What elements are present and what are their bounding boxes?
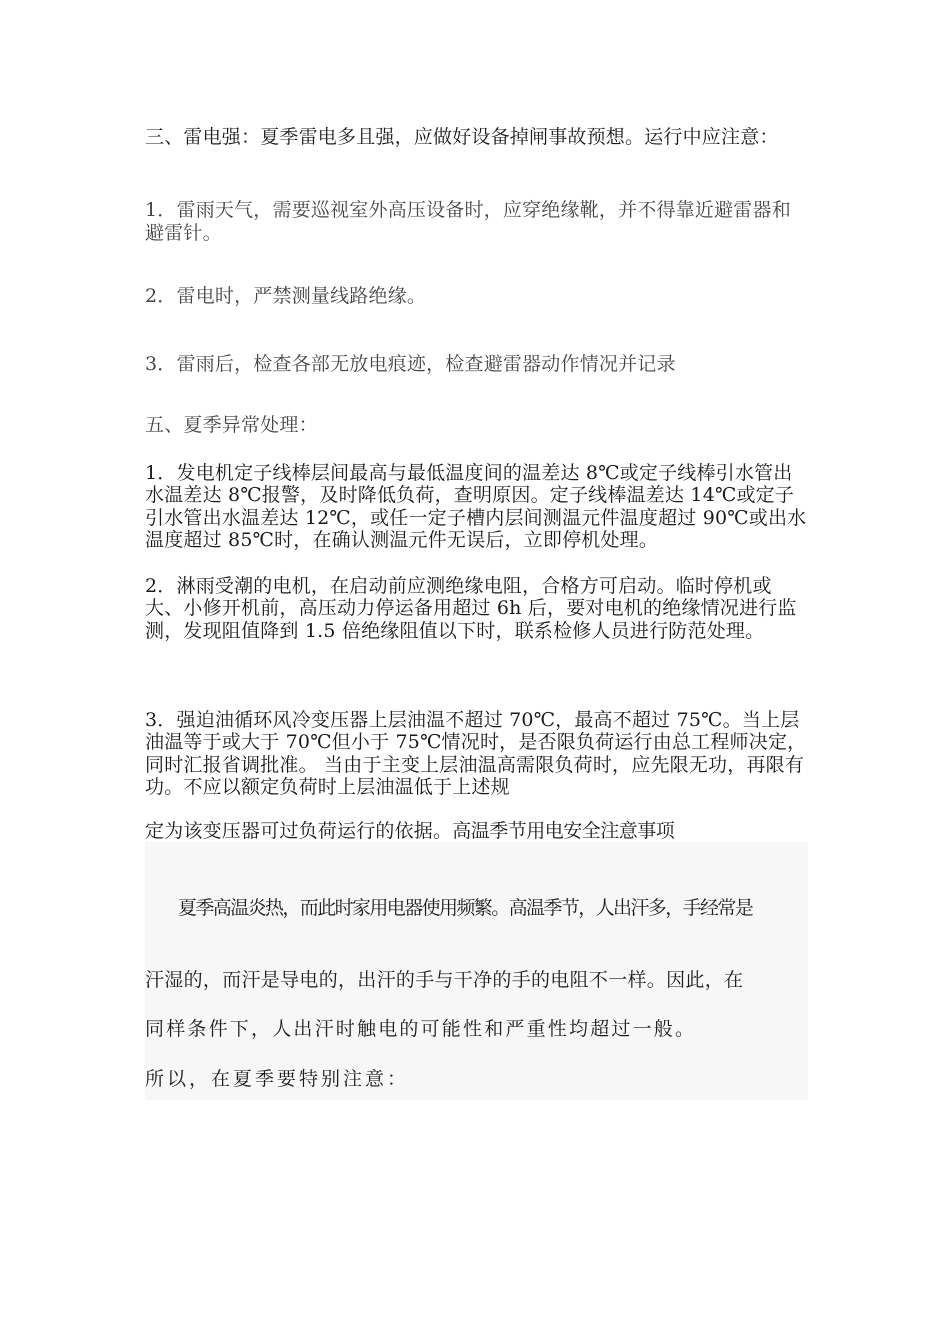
section5-item1: 1．发电机定子线棒层间最高与最低温度间的温差达 8℃或定子线棒引水管出水温差达 8℃报警，及时降低负荷，查明原因。定子线棒温差达 14℃或定子引水管出水温差达 12℃，或任一定子槽内层间测温元件温度超过 90℃或出水温度超过 85℃时，在确认测温元件无误后，立即停机处理。 (145, 462, 807, 552)
safety-line-1: 夏季高温炎热，而此时家用电器使用频繁。高温季节，人出汗多，手经常是 (178, 897, 753, 919)
section3-item3: 3．雷雨后，检查各部无放电痕迹，检查避雷器动作情况并记录 (145, 353, 676, 375)
section5-item3-last-line (145, 820, 810, 843)
safety-line-4: 所以，在夏季要特别注意： (145, 1068, 410, 1090)
safety-title: 高温季节用电安全注意事项 (452, 820, 675, 842)
section5-item3: 3．强迫油循环风冷变压器上层油温不超过 70℃，最高不超过 75℃。当上层油温等于或大于 70℃但小于 75℃情况时，是否限负荷运行由总工程师决定，同时汇报省调批准。 当由于主变上层油温高需限负荷时，应先限无功，再限有功。不应以额定负荷时上层油温低于上述规 (145, 709, 807, 799)
section5-item3-last-text: 定为该变压器可过负荷运行的依据。 (145, 820, 453, 842)
safety-line-3: 同样条件下，人出汗时触电的可能性和严重性均超过一般。 (145, 1018, 697, 1040)
section5-heading: 五、夏季异常处理： (145, 414, 318, 436)
section3-item2: 2．雷电时，严禁测量线路绝缘。 (145, 285, 427, 307)
section3-heading: 三、雷电强：夏季雷电多且强，应做好设备掉闸事故预想。运行中应注意： (145, 126, 779, 148)
safety-line-2: 汗湿的，而汗是导电的，出汗的手与干净的手的电阻不一样。因此，在 (145, 969, 744, 991)
section3-item1: 1．雷雨天气，需要巡视室外高压设备时，应穿绝缘靴，并不得靠近避雷器和避雷针。 (145, 199, 791, 244)
section5-item2: 2．淋雨受潮的电机，在启动前应测绝缘电阻，合格方可启动。临时停机或大、小修开机前，高压动力停运备用超过 6h 后，要对电机的绝缘情况进行监测，发现阻值降到 1.5 倍绝缘阻值以下时，联系检修人员进行防范处理。 (145, 575, 797, 642)
